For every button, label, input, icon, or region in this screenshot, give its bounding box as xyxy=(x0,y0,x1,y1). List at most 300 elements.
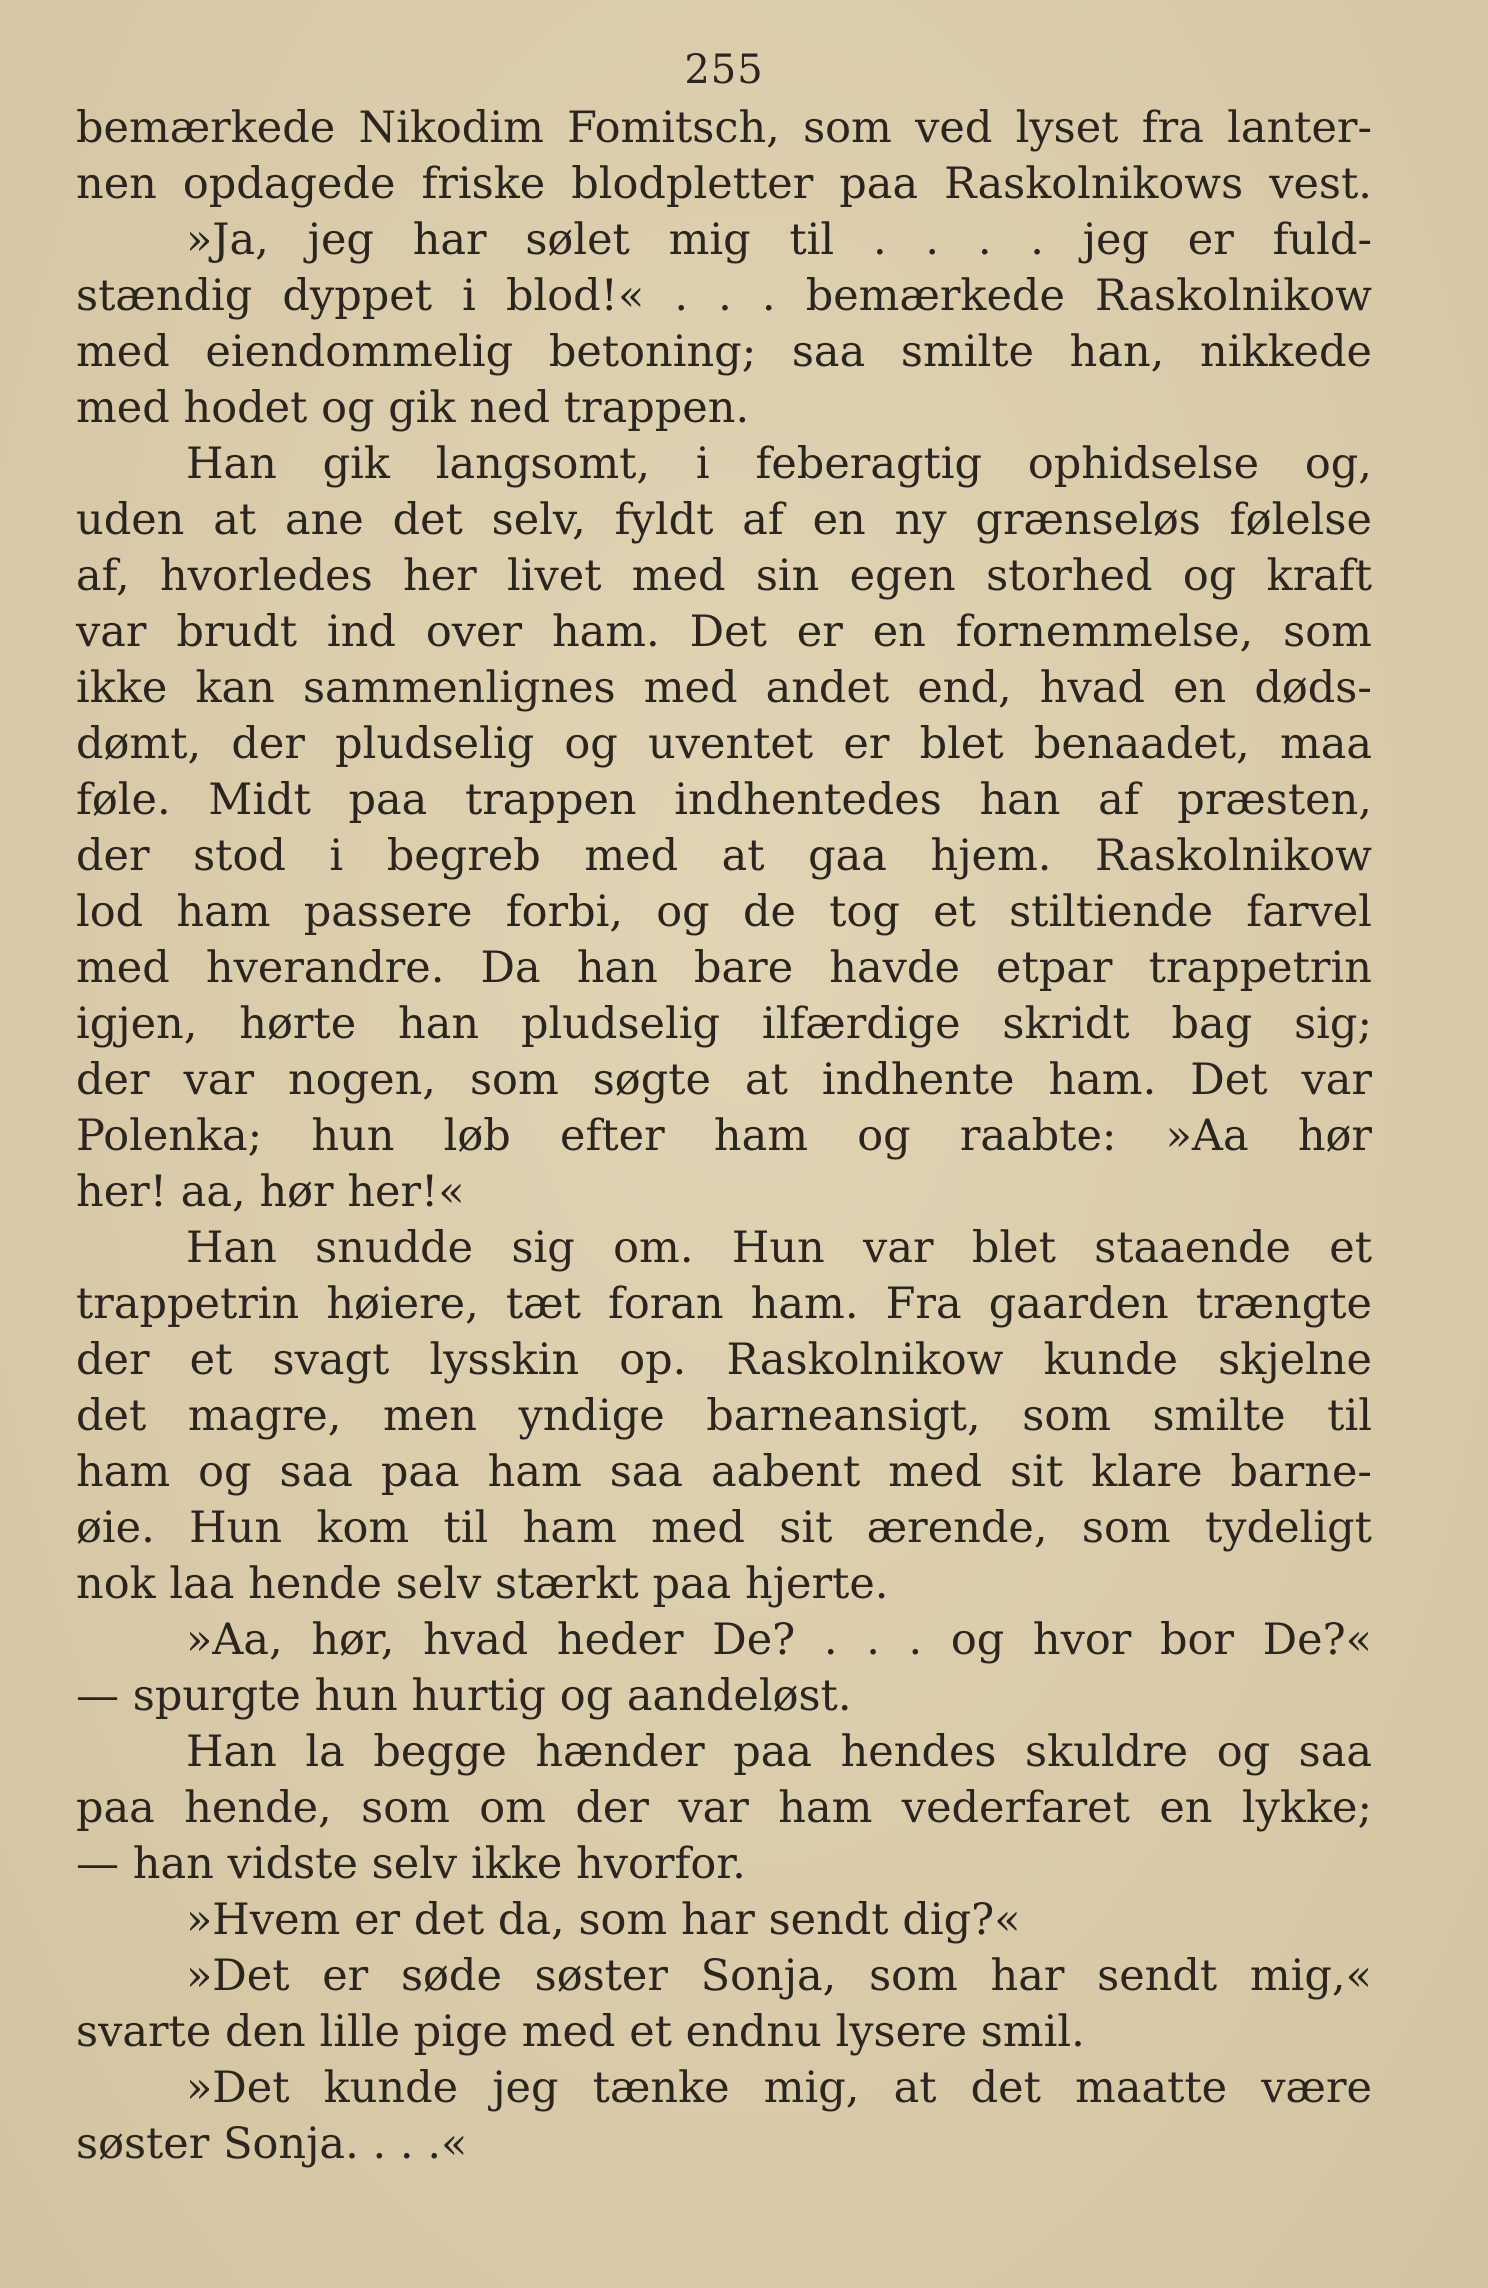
word: . xyxy=(925,215,940,265)
word: grænseløs xyxy=(975,495,1201,545)
word: hænder xyxy=(535,1727,705,1777)
word: »Det xyxy=(186,1951,290,2001)
word: gaarden xyxy=(988,1279,1169,1329)
word: og xyxy=(564,719,618,769)
word: Raskolnikow xyxy=(726,1335,1004,1385)
word: der xyxy=(76,1335,150,1385)
word: snudde xyxy=(315,1223,474,1273)
word: smil. xyxy=(980,2007,1085,2057)
word: Raskolnikows xyxy=(944,159,1244,209)
word: ind xyxy=(326,607,396,657)
word: Da xyxy=(480,943,541,993)
word: . xyxy=(823,1615,838,1665)
word: paa xyxy=(380,1447,460,1497)
word: med xyxy=(76,383,170,433)
word: af xyxy=(742,495,784,545)
text-line xyxy=(76,2004,1372,2060)
word: egen xyxy=(849,551,956,601)
word: yndige xyxy=(518,1391,665,1441)
word: indhente xyxy=(821,1055,1015,1105)
word: ham xyxy=(76,1447,171,1497)
word: var xyxy=(863,1223,934,1273)
word: ham. xyxy=(750,1279,859,1329)
word: ærende, xyxy=(866,1503,1048,1553)
word: betoning; xyxy=(548,327,757,377)
word: var xyxy=(678,1783,749,1833)
word: jeg xyxy=(1082,215,1150,265)
word: som xyxy=(469,1055,559,1105)
body-text xyxy=(76,100,1372,2172)
word: kunde xyxy=(323,2063,459,2113)
word: sendt xyxy=(768,1895,889,1945)
word: mig, xyxy=(763,2063,860,2113)
word: ham. xyxy=(1048,1055,1157,1105)
text-line xyxy=(76,1052,1372,1108)
word: — xyxy=(76,1839,119,1889)
word: fra xyxy=(1141,103,1204,153)
word: nok xyxy=(76,1559,156,1609)
word: Raskolnikow xyxy=(1095,831,1372,881)
word: med xyxy=(76,327,170,377)
word: . xyxy=(1030,215,1044,265)
word: var xyxy=(1301,1055,1372,1105)
word: sin xyxy=(755,551,820,601)
text-line xyxy=(76,660,1372,716)
word: hør xyxy=(259,1167,334,1217)
word: selv, xyxy=(491,495,586,545)
word: hør, xyxy=(311,1615,395,1665)
word: ham xyxy=(487,1447,582,1497)
word: raabte: xyxy=(959,1111,1117,1161)
word: sit xyxy=(1010,1447,1064,1497)
word: søster xyxy=(534,1951,668,2001)
word: ikke xyxy=(470,1839,563,1889)
word: . xyxy=(718,271,732,321)
word: foran xyxy=(607,1279,724,1329)
word: fuld- xyxy=(1272,215,1372,265)
word: tog xyxy=(829,887,900,937)
word: hodet xyxy=(183,383,308,433)
word: blod!« xyxy=(505,271,645,321)
word: sendt xyxy=(1097,1951,1218,2001)
text-line xyxy=(76,380,1372,436)
word: Nikodim xyxy=(358,103,544,153)
word: »Aa, xyxy=(186,1615,283,1665)
word: der xyxy=(76,1055,150,1105)
word: kom xyxy=(316,1503,410,1553)
word: lysskin xyxy=(429,1335,580,1385)
text-line xyxy=(76,1164,1372,1220)
word: efter xyxy=(560,1111,665,1161)
word: tydeligt xyxy=(1205,1503,1372,1553)
text-line xyxy=(76,1556,1372,1612)
word: pludselig xyxy=(335,719,535,769)
text-line xyxy=(76,156,1372,212)
word: er xyxy=(354,1895,401,1945)
word: De?« xyxy=(1262,1615,1372,1665)
word: ane xyxy=(284,495,364,545)
book-page xyxy=(76,40,1372,2172)
word: nogen, xyxy=(288,1055,436,1105)
text-line xyxy=(76,996,1372,1052)
word: var xyxy=(76,607,147,657)
word: nikkede xyxy=(1200,327,1372,377)
word: sig xyxy=(511,1223,575,1273)
word: hjerte. xyxy=(745,1559,889,1609)
word: ham xyxy=(176,887,271,937)
word: staaende xyxy=(1094,1223,1291,1273)
word: der xyxy=(231,719,305,769)
word: jeg xyxy=(307,215,374,265)
word: sig; xyxy=(1294,999,1372,1049)
word: bemærkede xyxy=(805,271,1065,321)
word: forbi, xyxy=(505,887,624,937)
word: hende xyxy=(248,1559,382,1609)
word: til xyxy=(1327,1391,1372,1441)
word: op. xyxy=(619,1335,687,1385)
word: ham. xyxy=(551,607,660,657)
word: var xyxy=(183,1055,255,1105)
word: storhed xyxy=(986,551,1153,601)
word: hvor xyxy=(1032,1615,1132,1665)
word: et xyxy=(933,887,976,937)
word: hendes xyxy=(840,1727,997,1777)
text-line xyxy=(76,884,1372,940)
word: feberagtig xyxy=(755,439,983,489)
word: Sonja. xyxy=(223,2119,359,2169)
text-line xyxy=(76,1108,1372,1164)
text-line xyxy=(76,1444,1372,1500)
word: den xyxy=(225,2007,306,2057)
word: Det xyxy=(689,607,767,657)
word: vidste xyxy=(227,1839,358,1889)
word: .« xyxy=(427,2119,468,2169)
word: med xyxy=(584,831,679,881)
word: saa xyxy=(791,327,866,377)
word: er xyxy=(843,719,890,769)
word: om. xyxy=(613,1223,694,1273)
word: maa xyxy=(1279,719,1372,769)
word: vest. xyxy=(1269,159,1372,209)
word: med xyxy=(888,1447,983,1497)
text-line xyxy=(76,1724,1372,1780)
word: hørte xyxy=(239,999,357,1049)
text-line xyxy=(76,1668,1372,1724)
word: at xyxy=(893,2063,937,2113)
word: tæt xyxy=(505,1279,581,1329)
word: De? xyxy=(712,1615,796,1665)
text-line xyxy=(76,1836,1372,1892)
word: jeg xyxy=(492,2063,559,2113)
text-line xyxy=(76,716,1372,772)
text-line xyxy=(76,828,1372,884)
word: heder xyxy=(556,1615,684,1665)
text-line xyxy=(76,1388,1372,1444)
word: en xyxy=(812,495,866,545)
word: og xyxy=(950,1615,1005,1665)
word: i xyxy=(462,271,476,321)
word: følelse xyxy=(1229,495,1372,545)
word: her xyxy=(402,551,477,601)
word: pige xyxy=(413,2007,508,2057)
word: af xyxy=(1098,775,1140,825)
word: høiere, xyxy=(326,1279,479,1329)
word: gik xyxy=(322,439,390,489)
word: med xyxy=(651,1503,745,1553)
word: ikke xyxy=(76,663,168,713)
word: er xyxy=(1187,215,1234,265)
word: men xyxy=(382,1391,477,1441)
word: aa, xyxy=(180,1167,246,1217)
word: skridt xyxy=(1002,999,1130,1049)
word: trappen. xyxy=(563,383,750,433)
word: søgte xyxy=(592,1055,711,1105)
word: hun xyxy=(314,1671,398,1721)
word: »Ja, xyxy=(186,215,269,265)
word: bor xyxy=(1160,1615,1234,1665)
word: ham xyxy=(778,1783,873,1833)
word: uden xyxy=(76,495,185,545)
word: bag xyxy=(1171,999,1253,1049)
word: ved xyxy=(915,103,993,153)
text-line xyxy=(76,1948,1372,2004)
word: svarte xyxy=(76,2007,212,2057)
word: og xyxy=(1182,551,1237,601)
word: sammenlignes xyxy=(302,663,616,713)
text-line xyxy=(76,548,1372,604)
word: . xyxy=(674,271,689,321)
word: passere xyxy=(303,887,473,937)
word: døds- xyxy=(1254,663,1372,713)
word: her! xyxy=(76,1167,167,1217)
word: Hun xyxy=(189,1503,283,1553)
word: med xyxy=(643,663,738,713)
word: Han xyxy=(186,439,277,489)
word: paa xyxy=(839,159,919,209)
word: sølet xyxy=(525,215,630,265)
word: . xyxy=(761,271,776,321)
word: og xyxy=(198,1447,252,1497)
word: paa xyxy=(733,1727,813,1777)
word: ned xyxy=(469,383,551,433)
text-line xyxy=(76,1500,1372,1556)
word: kraft xyxy=(1266,551,1372,601)
word: nen xyxy=(76,159,157,209)
word: Sonja, xyxy=(700,1951,837,2001)
word: lysere xyxy=(835,2007,968,2057)
word: »Aa xyxy=(1165,1111,1249,1161)
word: end, xyxy=(917,663,1012,713)
word: med xyxy=(631,551,726,601)
word: trappetrin xyxy=(76,1279,300,1329)
word: selv xyxy=(371,1839,458,1889)
text-line xyxy=(76,1276,1372,1332)
word: friske xyxy=(421,159,546,209)
word: ham xyxy=(713,1111,808,1161)
text-line xyxy=(76,772,1372,828)
word: maatte xyxy=(1075,2063,1228,2113)
word: trængte xyxy=(1195,1279,1372,1329)
word: — xyxy=(76,1671,119,1721)
word: smilte xyxy=(1152,1391,1286,1441)
word: opdagede xyxy=(182,159,396,209)
word: det xyxy=(392,495,463,545)
word: over xyxy=(425,607,523,657)
word: har xyxy=(680,1895,755,1945)
word: stod xyxy=(193,831,286,881)
word: gik xyxy=(388,383,456,433)
word: Midt xyxy=(208,775,311,825)
word: han xyxy=(398,999,480,1049)
word: paa xyxy=(76,1783,155,1833)
word: de xyxy=(742,887,796,937)
word: . xyxy=(399,2119,414,2169)
word: . xyxy=(872,215,887,265)
word: aabent xyxy=(711,1447,861,1497)
word: ophidselse xyxy=(1027,439,1260,489)
word: hverandre. xyxy=(205,943,445,993)
word: mig,« xyxy=(1249,1951,1372,2001)
word: barneansigt, xyxy=(706,1391,981,1441)
word: hvorledes xyxy=(159,551,373,601)
word: . xyxy=(866,1615,880,1665)
text-line xyxy=(76,492,1372,548)
word: Fra xyxy=(885,1279,962,1329)
word: kunde xyxy=(1043,1335,1178,1385)
word: Han xyxy=(186,1223,277,1273)
word: et xyxy=(189,1335,233,1385)
word: hør xyxy=(1297,1111,1372,1161)
text-line xyxy=(76,324,1372,380)
word: hvad xyxy=(1039,663,1145,713)
word: har xyxy=(990,1951,1065,2001)
text-line xyxy=(76,436,1372,492)
word: til xyxy=(443,1503,489,1553)
word: her!« xyxy=(347,1167,465,1217)
word: Polenka; xyxy=(76,1111,263,1161)
word: sit xyxy=(779,1503,833,1553)
word: som xyxy=(1081,1503,1171,1553)
word: saa xyxy=(1298,1727,1372,1777)
word: hvad xyxy=(423,1615,529,1665)
word: magre, xyxy=(187,1391,342,1441)
word: stiltiende xyxy=(1009,887,1214,937)
word: andet xyxy=(765,663,890,713)
word: og xyxy=(559,1671,614,1721)
word: han xyxy=(979,775,1061,825)
word: at xyxy=(744,1055,788,1105)
word: stændig xyxy=(76,271,253,321)
word: af, xyxy=(76,551,130,601)
word: være xyxy=(1261,2063,1372,2113)
word: saa xyxy=(279,1447,353,1497)
word: at xyxy=(213,495,257,545)
word: paa xyxy=(652,1559,732,1609)
word: løb xyxy=(443,1111,511,1161)
word: i xyxy=(695,439,710,489)
word: og xyxy=(321,383,375,433)
word: hvorfor. xyxy=(576,1839,746,1889)
word: spurgte xyxy=(132,1671,301,1721)
word: som xyxy=(1283,607,1372,657)
word: hun xyxy=(311,1111,395,1161)
text-line xyxy=(76,100,1372,156)
word: som xyxy=(361,1783,450,1833)
text-line xyxy=(76,1612,1372,1668)
word: brudt xyxy=(176,607,297,657)
word: Han xyxy=(186,1727,277,1777)
word: til xyxy=(789,215,835,265)
word: og xyxy=(857,1111,911,1161)
word: igjen, xyxy=(76,999,198,1049)
text-line xyxy=(76,2060,1372,2116)
word: havde xyxy=(829,943,960,993)
word: da, xyxy=(497,1895,565,1945)
word: laa xyxy=(169,1559,235,1609)
word: øie. xyxy=(76,1503,155,1553)
word: Fomitsch, xyxy=(567,103,780,153)
text-line xyxy=(76,268,1372,324)
word: præsten, xyxy=(1177,775,1372,825)
text-line xyxy=(76,212,1372,268)
word: en xyxy=(872,607,926,657)
word: hende, xyxy=(184,1783,332,1833)
word: om xyxy=(479,1783,546,1833)
word: er xyxy=(322,1951,369,2001)
word: han xyxy=(576,943,658,993)
word: aandeløst. xyxy=(626,1671,852,1721)
word: hjem. xyxy=(930,831,1052,881)
word: bemærkede xyxy=(76,103,336,153)
word: det xyxy=(413,1895,485,1945)
word: barne- xyxy=(1230,1447,1372,1497)
word: pludselig xyxy=(520,999,720,1049)
word: som xyxy=(869,1951,958,2001)
word: selv xyxy=(395,1559,482,1609)
word: han xyxy=(132,1839,214,1889)
word: dømt, xyxy=(76,719,202,769)
word: et xyxy=(1329,1223,1372,1273)
word: som xyxy=(803,103,892,153)
word: »Hvem xyxy=(186,1895,341,1945)
word: svagt xyxy=(272,1335,390,1385)
word: en xyxy=(1159,1783,1213,1833)
word: der xyxy=(76,831,150,881)
word: indhentedes xyxy=(674,775,942,825)
word: livet xyxy=(506,551,602,601)
word: i xyxy=(329,831,344,881)
word: fyldt xyxy=(614,495,714,545)
word: endnu xyxy=(685,2007,822,2057)
word: er xyxy=(796,607,843,657)
word: søster xyxy=(76,2119,210,2169)
word: vederfaret xyxy=(901,1783,1130,1833)
word: ilfærdige xyxy=(761,999,961,1049)
word: paa xyxy=(348,775,428,825)
word: at xyxy=(721,831,765,881)
word: som xyxy=(1022,1391,1111,1441)
word: som xyxy=(578,1895,668,1945)
word: saa xyxy=(609,1447,684,1497)
word: . xyxy=(908,1615,923,1665)
word: lanter- xyxy=(1227,103,1372,153)
word: blet xyxy=(971,1223,1056,1273)
text-line xyxy=(76,604,1372,660)
word: gaa xyxy=(808,831,887,881)
word: begreb xyxy=(386,831,541,881)
word: Raskolnikow xyxy=(1095,271,1372,321)
word: trappetrin xyxy=(1148,943,1372,993)
